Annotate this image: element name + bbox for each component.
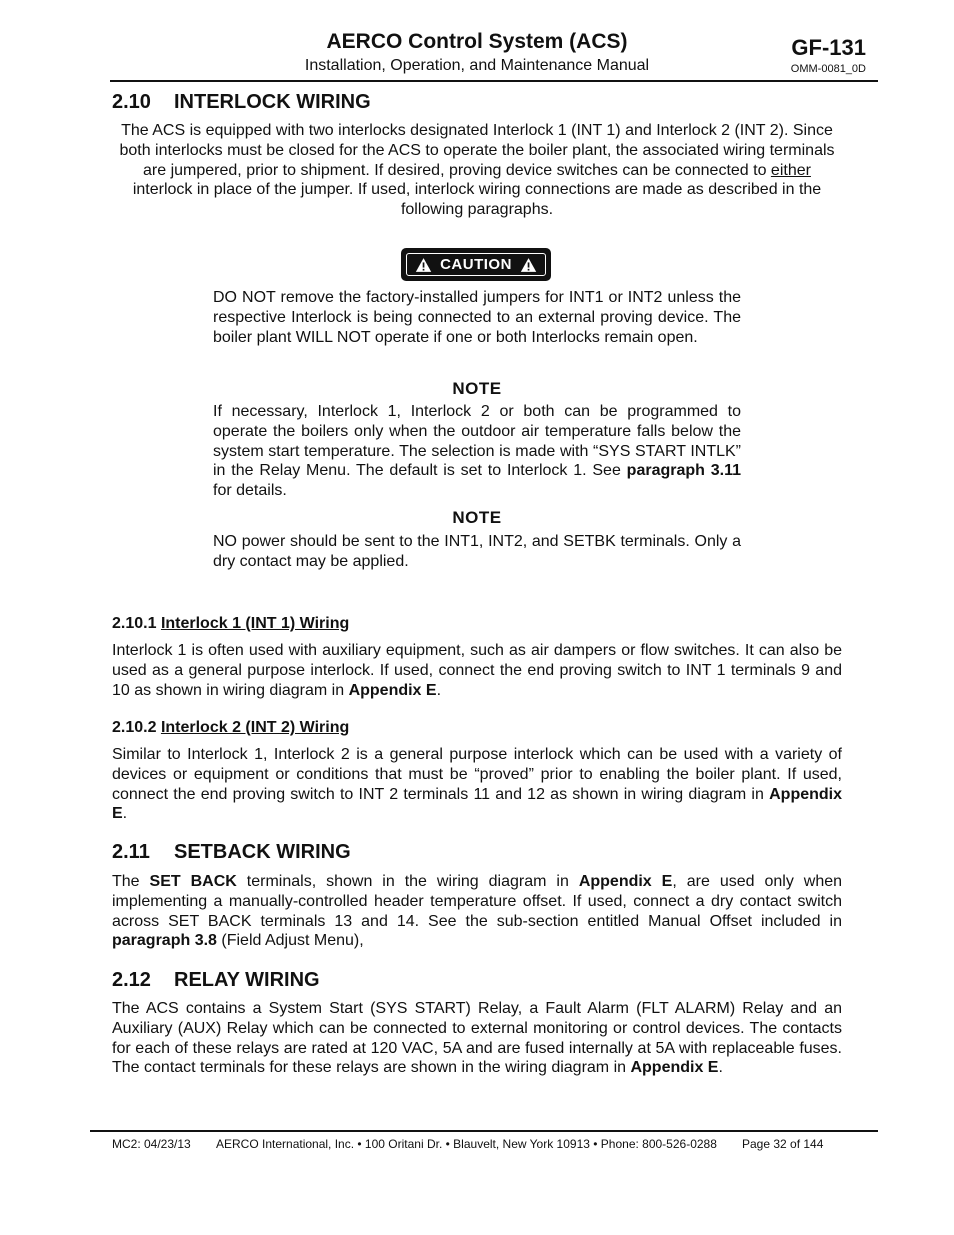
- note-heading: NOTE: [452, 379, 502, 398]
- paragraph-text: The: [112, 873, 150, 890]
- section-number: 2.12: [112, 969, 151, 991]
- section-2-10-1-text: [112, 641, 842, 700]
- paragraph-reference: paragraph 3.8: [112, 932, 217, 950]
- section-2-11-text: [112, 872, 842, 951]
- footer-page-number: Page 32 of 144: [742, 1137, 824, 1151]
- paragraph-end: .: [436, 681, 442, 699]
- paragraph-text: Similar to Interlock 1, Interlock 2 is a general purpose interlock which can be used with a variety of devices or equipment or conditions that must be “proved” prior to enabling the boiler plant. If used, connect the end proving switch to INT 2 terminals 11 and 12 as shown in wiring diagram in: [112, 746, 842, 803]
- header-subtitle: Installation, Operation, and Maintenance Manual: [304, 57, 650, 74]
- section-2-11-heading: [112, 841, 351, 864]
- section-title: Interlock 1 (INT 1) Wiring: [160, 615, 350, 632]
- note-1-body: If necessary, Interlock 1, Interlock 2 or both can be programmed to operate the boilers only when the outdoor air temperature falls below the system start temperature. The selection is made with “SYS START INTLK” in the Relay Menu. The default is set to Interlock 1. See: [213, 403, 741, 480]
- appendix-reference: Appendix E: [348, 681, 437, 699]
- paragraph-end: .: [718, 1059, 723, 1077]
- intro-text: The ACS is equipped with two interlocks designated Interlock 1 (INT 1) and Interlock 2 (INT 2). Since both interlocks must be closed for the ACS to operate the boiler plant, the associated wiring terminals are jumpered, prior to shipment. If desired, proving device switches can be connected to: [119, 122, 835, 179]
- section-2-12-text: [112, 999, 842, 1078]
- section-2-10-2-heading: [112, 719, 349, 737]
- section-title: INTERLOCK WIRING: [174, 91, 371, 113]
- section-title: RELAY WIRING: [174, 969, 320, 991]
- caution-badge: [401, 248, 551, 281]
- section-title: Interlock 2 (INT 2) Wiring: [160, 719, 350, 736]
- intro-underlined: either: [770, 161, 811, 179]
- note-1-text: [213, 402, 741, 501]
- warning-triangle-icon: [520, 256, 537, 274]
- section-number: 2.10: [112, 91, 151, 113]
- warning-triangle-icon: [415, 256, 432, 274]
- section-number: 2.10.2: [112, 719, 157, 736]
- section-2-10-intro: [112, 121, 842, 220]
- paragraph-text: , are used only when implementing a manually-controlled header temperature offset. If used, connect a dry contact switch across SET BACK terminals 13 and 14. See the sub-section entitled Manual Offset included in: [112, 873, 843, 930]
- header-rule: [110, 80, 878, 82]
- paragraph-end: (Field Adjust Menu),: [216, 932, 364, 950]
- caution-badge-inner: [406, 253, 546, 276]
- header-title: AERCO Control System (ACS): [326, 30, 628, 53]
- section-2-10-1-heading: [112, 615, 349, 633]
- appendix-reference: Appendix E: [630, 1059, 719, 1077]
- paragraph-end: .: [122, 805, 128, 823]
- intro-text-end: interlock in place of the jumper. If used, interlock wiring connections are made as described in the following paragraphs.: [132, 181, 822, 219]
- caution-text: DO NOT remove the factory-installed jumpers for INT1 or INT2 unless the respective Interlock is being connected to an external proving device. The boiler plant WILL NOT operate if one or both Interlocks remain open.: [213, 289, 741, 346]
- note-1-reference: paragraph 3.11: [626, 462, 741, 480]
- section-2-12-heading: [112, 969, 320, 992]
- footer-address: AERCO International, Inc. • 100 Oritani Dr. • Blauvelt, New York 10913 • Phone: 800-526-0288: [216, 1137, 717, 1151]
- set-back-term: SET BACK: [149, 873, 237, 890]
- section-2-10-2-text: [112, 745, 842, 824]
- note-heading: NOTE: [452, 508, 502, 527]
- note-1-end: for details.: [213, 482, 287, 500]
- section-number: 2.11: [112, 841, 150, 863]
- footer-revision: MC2: 04/23/13: [112, 1137, 191, 1151]
- section-title: SETBACK WIRING: [174, 841, 351, 863]
- section-number: 2.10.1: [112, 615, 157, 632]
- note-2-text: NO power should be sent to the INT1, INT2, and SETBK terminals. Only a dry contact may be applied.: [213, 533, 741, 570]
- paragraph-text: terminals, shown in the wiring diagram in: [236, 873, 579, 890]
- appendix-reference: Appendix E: [112, 785, 842, 823]
- paragraph-text: The ACS contains a System Start (SYS START) Relay, a Fault Alarm (FLT ALARM) Relay and an Auxiliary (AUX) Relay which can be connected to external monitoring or control devices. The contacts for each of these relays are rated at 120 VAC, 5A and are fused internally at 5A with replaceable fuses. The contact terminals for these relays are shown in the wiring diagram in: [112, 1000, 842, 1077]
- section-2-10-heading: [112, 91, 371, 114]
- paragraph-text: Interlock 1 is often used with auxiliary equipment, such as air dampers or flow switches. It can also be used as a general purpose interlock. If used, connect the end proving switch to INT 1 terminals 9 and 10 as shown in wiring diagram in: [112, 642, 842, 699]
- caution-label: CAUTION: [440, 256, 512, 273]
- footer-rule: [90, 1130, 878, 1132]
- header-doc-number: OMM-0081_0D: [790, 63, 866, 75]
- header-code: GF-131: [791, 35, 866, 60]
- appendix-reference: Appendix E: [578, 873, 673, 890]
